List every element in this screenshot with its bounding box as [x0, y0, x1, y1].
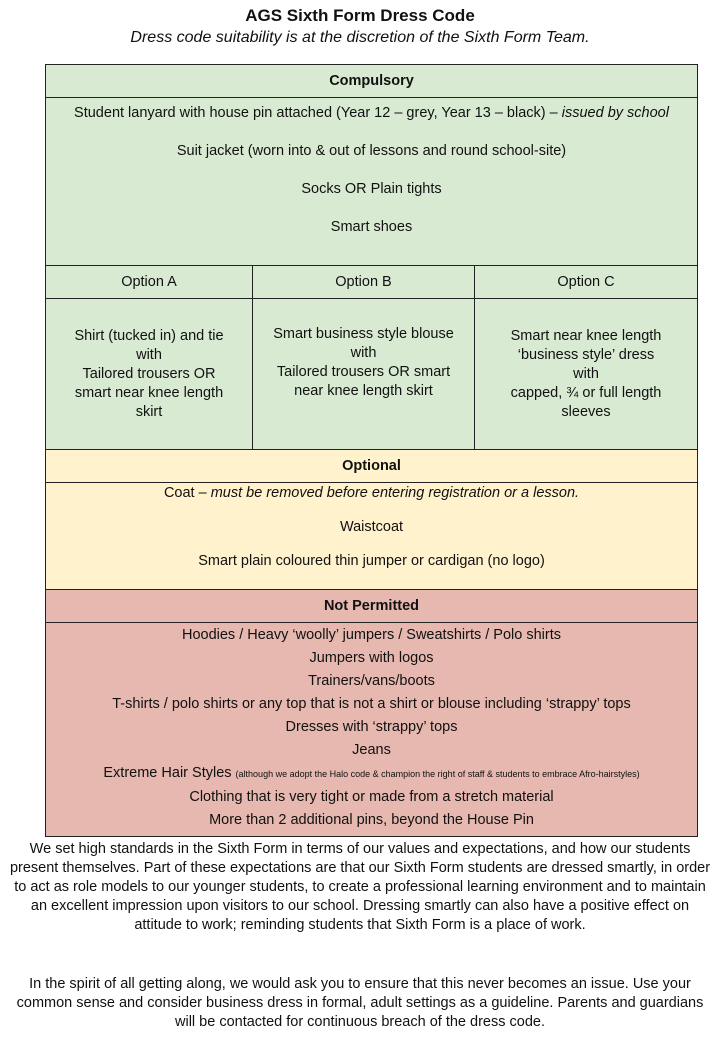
option-line: with: [136, 346, 162, 363]
compulsory-section: [45, 97, 698, 266]
coat-text: Coat –: [163, 485, 207, 501]
option-line: smart near knee length: [74, 384, 224, 401]
option-line: sleeves: [561, 403, 611, 420]
optional-item: Smart plain coloured thin jumper or cardigan (no logo): [198, 553, 545, 569]
option-line: Tailored trousers OR smart: [276, 364, 451, 380]
compulsory-item: Smart shoes: [330, 219, 413, 235]
option-line: Smart near knee length: [510, 327, 662, 344]
not-permitted-item: Trainers/vans/boots: [308, 673, 435, 689]
option-line: Smart business style blouse: [273, 326, 454, 342]
option-line: capped, ¾ or full length: [510, 384, 662, 401]
not-permitted-item: Dresses with ‘strappy’ tops: [285, 719, 458, 735]
option-c-description: [474, 298, 698, 450]
option-b-label: Option B: [252, 265, 475, 299]
option-line: with: [350, 345, 377, 361]
option-line: ‘business style’ dress: [517, 346, 655, 363]
not-permitted-item: Jumpers with logos: [309, 650, 434, 666]
optional-item: Waistcoat: [339, 519, 404, 535]
document-title: AGS Sixth Form Dress Code: [245, 6, 475, 25]
option-a-description: [45, 298, 253, 450]
lanyard-text: Student lanyard with house pin attached (Year 12 – grey, Year 13 – black) –: [74, 105, 558, 121]
not-permitted-item: Hoodies / Heavy ‘woolly’ jumpers / Sweatshirts / Polo shirts: [181, 627, 562, 643]
not-permitted-item: Jeans: [352, 742, 391, 758]
compulsory-lanyard: [46, 105, 697, 121]
intro-paragraph: We set high standards in the Sixth Form in terms of our values and expectations, and how our students present themselves. Part of these expectations are that our Sixth Form students are dressed smartly, in order to act as role models to our younger students, to create a professional learning environment and to maintain an excellent impression upon visitors to our school. Dressing smartly can also have a positive effect on attitude to work; reminding students that Sixth Form is a place of work.: [9, 841, 711, 933]
closing-paragraph: In the spirit of all getting along, we would ask you to ensure that this never becomes an issue. Use your common sense and consider business dress in formal, adult settings as a guideline. Parents and guardians will be contacted for continuous breach of the dress code.: [16, 976, 704, 1030]
option-b-description: [252, 298, 475, 450]
not-permitted-heading: Not Permitted: [45, 589, 698, 623]
option-line: Shirt (tucked in) and tie: [74, 327, 224, 344]
not-permitted-section: [45, 622, 698, 837]
optional-section: [45, 482, 698, 590]
optional-coat: [46, 485, 697, 501]
optional-heading: Optional: [45, 449, 698, 483]
not-permitted-item: More than 2 additional pins, beyond the House Pin: [209, 812, 534, 828]
option-line: with: [573, 365, 599, 382]
lanyard-note: issued by school: [561, 105, 669, 121]
compulsory-item: Socks OR Plain tights: [301, 181, 442, 197]
option-line: near knee length skirt: [294, 383, 433, 399]
options-body-row: [45, 298, 698, 450]
option-line: skirt: [135, 403, 163, 420]
compulsory-item: Suit jacket (worn into & out of lessons and round school-site): [176, 143, 567, 159]
coat-note: must be removed before entering registration or a lesson.: [210, 485, 580, 501]
hair-text: Extreme Hair Styles: [103, 765, 232, 781]
document-subtitle: Dress code suitability is at the discretion of the Sixth Form Team.: [130, 29, 590, 46]
option-line: Tailored trousers OR: [82, 365, 216, 382]
hair-note: (although we adopt the Halo code & champion the right of staff & students to embrace Afro-hairstyles): [235, 769, 640, 779]
option-a-label: Option A: [45, 265, 253, 299]
compulsory-heading: Compulsory: [45, 64, 698, 98]
not-permitted-item: Clothing that is very tight or made from a stretch material: [189, 789, 554, 805]
not-permitted-item: T-shirts / polo shirts or any top that is not a shirt or blouse including ‘strappy’ tops: [112, 696, 631, 712]
options-header-row: [45, 265, 698, 299]
option-c-label: Option C: [474, 265, 698, 299]
not-permitted-hair: [46, 762, 697, 786]
